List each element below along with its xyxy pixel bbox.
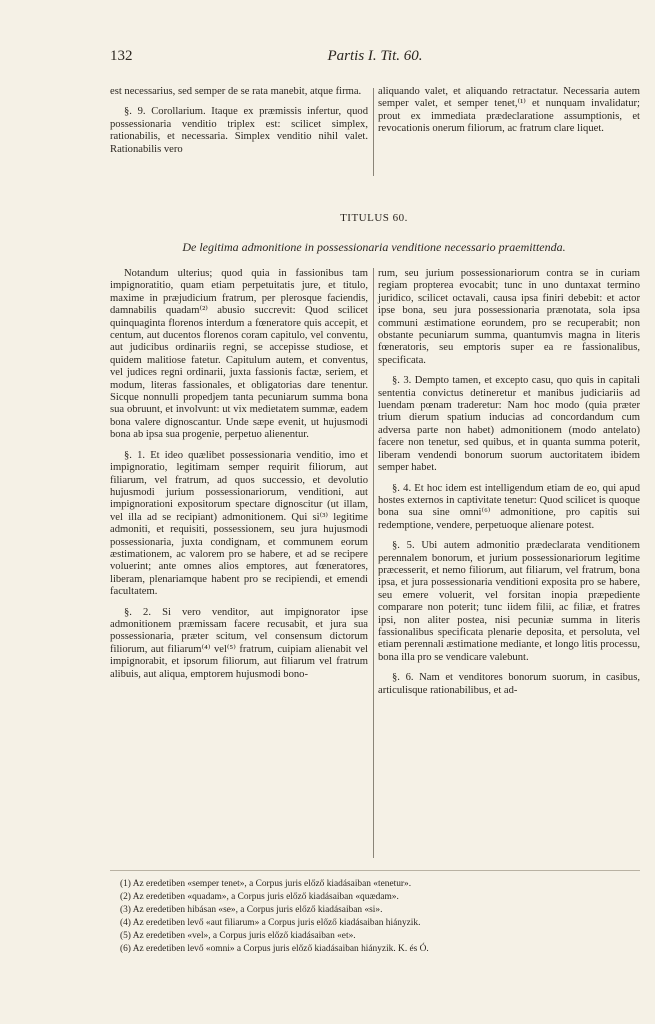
column-divider (373, 268, 374, 858)
title-heading: TITULUS 60. (340, 212, 408, 224)
running-title: Partis I. Tit. 60. (327, 48, 423, 64)
main-right-column (378, 268, 640, 697)
paragraph: §. 4. Et hoc idem est intelligendum etiam de eo, qui apud hostes externos in captivitate tenetur: Quod scilicet is quoque bona sua sine omni⁽⁶⁾ admonitione, pro capitis sui redemptione, vendere, perpetuoque alienare potest. (378, 482, 640, 531)
paragraph: §. 9. Corollarium. Itaque ex præmissis infertur, quod possessionaria venditio triplex est: scilicet simplex, rationabilis, et necessaria. Simplex venditio nihil valet. Rationabilis vero (110, 106, 368, 155)
footnote: (6) Az eredetiben levő «omni» a Corpus juris előző kiadásaiban hiányzik. K. és Ó. (120, 944, 429, 954)
footnote: (3) Az eredetiben hibásan «se», a Corpus juris előző kiadásaiban «si». (120, 905, 383, 915)
page-header (110, 48, 640, 70)
footnote-separator (110, 870, 640, 871)
footnotes (120, 878, 640, 956)
footnote: (5) Az eredetiben «vel», a Corpus juris előző kiadásaiban «et». (120, 931, 356, 941)
footnote: (2) Az eredetiben «quadam», a Corpus juris előző kiadásaiban «quædam». (120, 892, 399, 902)
paragraph: §. 3. Dempto tamen, et excepto casu, quo quis in capitali sententia convictus detineretur et manibus judiciariis ad luendam pœnam traderetur: Nam hoc modo (quia præter trium dierum spatium inducias ad concordandum cum adversa parte non habet) admonitionem (modo antelato) facere non tenetur, sed quibus, et in quanta summa poterit, liberam vendendi bonorum suorum auctoritatem ibidem semper habet. (378, 375, 640, 474)
top-right-column (378, 86, 640, 136)
paragraph: Notandum ulterius; quod quia in fassionibus tam impignoratitio, quam etiam perpetuitatis jure, et titulo, maxime in præjudicium fratrum, per plerosque faciendis, damnabilis quadam⁽²⁾ abusio succrevit: Quod scilicet quinquaginta florenos interdum a fœneratore quis accepit, et centum, aut ducentos florenos coram capitulo, vel conventu, aut judicibus ordinariis regni, se accepisse studiose, et quidem malitiose fatetur. Capitulum autem, et conventus, vel judices regni ordinarii, juxta fassionis factæ, seriem, et modum, literas fassionales, et obligatorias dare tenentur. Sicque nonnulli propedjem tanta pecuniarum summa bona sua obruunt, et involvunt: ut vix medietatem summæ, eadem bona valere dignoscantur. Unde sæpe evenit, ut hujusmodi bona ab ipsa sua progenie, perpetuo alienentur. (110, 268, 368, 441)
column-divider (373, 88, 374, 176)
paragraph: §. 5. Ubi autem admonitio prædeclarata venditionem perennalem bonorum, et jurium possessionariorum legitime præcesserit, et nemo filiorum, aut filiarum, vel fratrum, bona ipsa, et jura possessionaria venditioni exposita pro se habere, seu emere voluerit, vel forsitan inopia præpediente comparare non poterit; tunc iidem filii, ac filiæ, et fratres ipsi, non aliter postea, nisi pecuniæ summa in literis fassionalibus specificata plenarie deposita, et persoluta, vel etiam perennali æstimatione mediante, et longo litis processu, bona illa pro se vendicare valebunt. (378, 540, 640, 663)
paragraph: est necessarius, sed semper de se rata manebit, atque firma. (110, 86, 362, 97)
footnote: (4) Az eredetiben levő «aut filiarum» a Corpus juris előző kiadásaiban hiányzik. (120, 918, 421, 928)
paragraph: rum, seu jurium possessionariorum contra se in curiam regiam propterea evocabit; tunc in uno duntaxat termino juridico, scilicet octavali, causa ipsa finiri debebit: et actor ipse bona, seu jura possessionaria prænotata, sola ipsa communi æstimatione eorundem, pro se recuperabit; non obstante pecuniarum summa, quantumvis magna in literis fœneratoris, seu emptoris super ea re fassionalibus, specificata. (378, 268, 640, 366)
title-subtitle: De legitima admonitione in possessionaria venditione necessario praemittenda. (182, 240, 566, 254)
top-left-column (110, 86, 368, 156)
paragraph: §. 6. Nam et venditores bonorum suorum, in casibus, articulisque rationabilibus, et ad- (378, 672, 640, 696)
main-left-column (110, 268, 368, 681)
paragraph: §. 2. Si vero venditor, aut impignorator ipse admonitionem præmissam facere recusabit, et jura sua possessionaria, præter scitum, vel consensum dictorum filiorum, aut filiarum⁽⁴⁾ vel⁽⁵⁾ fratrum, cuipiam alienabit vel impignorabit, et ipsorum filiorum, aut filiarum vel fratrum alibuis, aut aliqua, emptorem hujusmodi bono- (110, 606, 368, 680)
page-number: 132 (110, 48, 133, 64)
footnote: (1) Az eredetiben «semper tenet», a Corpus juris előző kiadásaiban «tenetur». (120, 879, 412, 889)
paragraph: aliquando valet, et aliquando retractatur. Necessaria autem semper valet, et semper tenet,⁽¹⁾ et nunquam invalidatur; prout ex immediata prædeclaratione assumptionis, et revocationis onerum filiorum, ac fratrum clare liquet. (378, 86, 640, 135)
paragraph: §. 1. Et ideo quælibet possessionaria venditio, imo et impignoratio, legitimam semper requirit filiorum, aut filiarum, vel fratrum, ad quos successio, et devolutio hujusmodi jurium possessionariorum, venditioni, aut impignorationi expositorum spectare dignoscitur (ut illam, vel illa ad se recipiant) admonitionem. Qui si⁽³⁾ legitime admoniti, et requisiti, possessionem, seu jura hujusmodi possessionaria, juxta condignam, et communem eorum æstimationem, ac valorem pro se habere, et ad se recipere voluerint; ante omnes alios emptores, aut fœneratores, liberam, plenariamque habent pro se recipiendi, et emendi facultatem. (110, 449, 368, 598)
